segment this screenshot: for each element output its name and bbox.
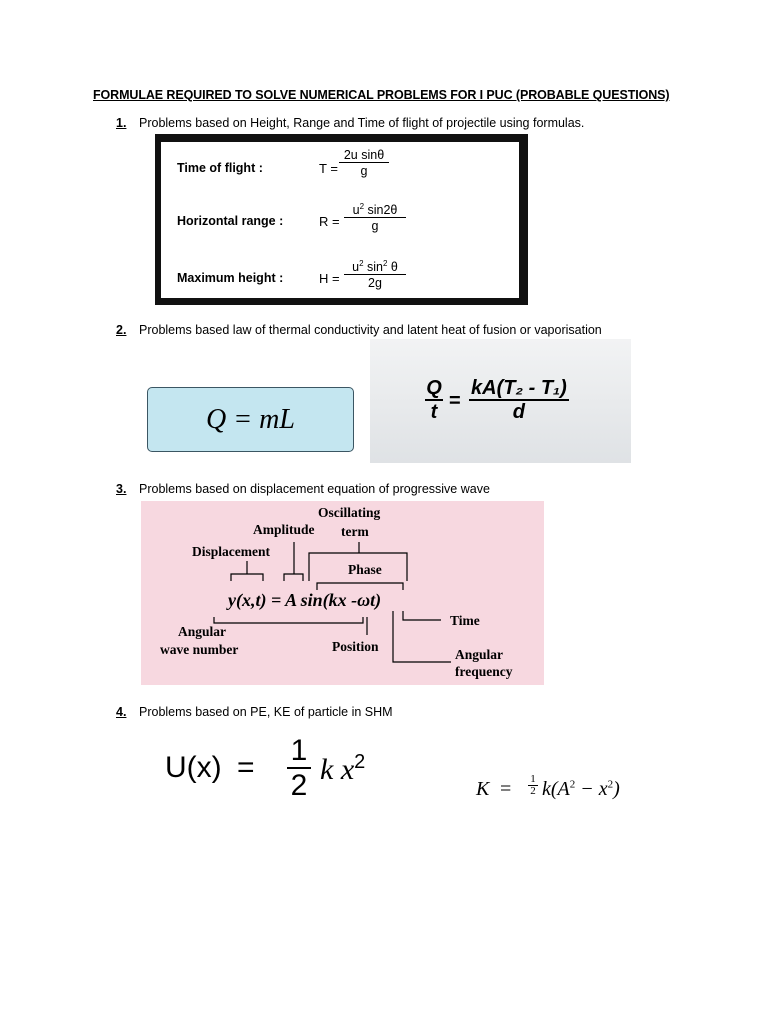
maximum-height-denominator: 2g <box>344 274 406 290</box>
conductivity-equals: = <box>449 390 461 412</box>
phase-label: Phase <box>348 562 382 577</box>
document-title: FORMULAE REQUIRED TO SOLVE NUMERICAL PROBLEMS FOR I PUC (PROBABLE QUESTIONS) <box>93 88 670 102</box>
ke-lhs: K <box>476 778 490 800</box>
horizontal-range-lhs: R = <box>319 214 340 229</box>
item-text-2: Problems based law of thermal conductivity and latent heat of fusion or vaporisation <box>139 323 602 337</box>
height-u: u <box>352 260 360 275</box>
pe-denominator: 2 <box>290 769 308 802</box>
height-sin: sin <box>363 260 383 275</box>
amplitude-label: Amplitude <box>253 522 315 537</box>
pe-exponent: 2 <box>354 751 366 773</box>
horizontal-range-denominator: g <box>344 217 406 233</box>
ke-equals: = <box>500 778 512 800</box>
item-text-3: Problems based on displacement equation of progressive wave <box>139 482 490 496</box>
frequency-connector <box>393 611 451 662</box>
maximum-height-lhs: H = <box>319 271 340 286</box>
q-numerator: Q <box>426 377 442 399</box>
pe-equals: = <box>237 751 255 784</box>
ke-ka: k(A <box>542 778 570 800</box>
displacement-label: Displacement <box>192 544 270 559</box>
angular-label: Angular <box>178 624 227 639</box>
time-of-flight-numerator: 2u sinθ <box>343 148 385 162</box>
ke-rhs <box>542 778 620 801</box>
phase-bracket <box>317 583 403 590</box>
amplitude-bracket <box>284 574 303 581</box>
height-sin-sup: 2 <box>382 259 388 268</box>
item-number-3: 3. <box>116 482 127 496</box>
ke-half-fraction <box>528 774 538 797</box>
maximum-height-fraction <box>344 259 406 290</box>
term-label: term <box>341 524 369 539</box>
time-of-flight-denominator: g <box>339 162 389 178</box>
time-label: Time <box>450 613 480 628</box>
time-of-flight-label: Time of flight : <box>177 161 263 175</box>
time-of-flight-fraction <box>339 148 389 178</box>
time-connector <box>403 611 441 620</box>
horizontal-range-fraction <box>344 202 406 233</box>
d-denominator: d <box>512 401 525 423</box>
height-u-sup: 2 <box>359 259 364 268</box>
pe-lhs: U(x) <box>165 751 222 784</box>
wave-number-label: wave number <box>160 642 239 657</box>
displacement-bracket <box>231 574 263 581</box>
height-theta: θ <box>387 260 398 275</box>
oscillating-label: Oscillating <box>318 505 381 520</box>
ke-denominator: 2 <box>530 785 536 797</box>
item-number-2: 2. <box>116 323 127 337</box>
pe-numerator: 1 <box>287 735 311 769</box>
maximum-height-numerator <box>344 259 406 274</box>
pe-rhs <box>320 751 365 787</box>
ke-a-exponent: 2 <box>569 778 576 791</box>
horizontal-range-label: Horizontal range : <box>177 214 284 228</box>
ke-minus-x: − x <box>575 778 608 800</box>
time-of-flight-lhs: T = <box>319 161 338 176</box>
maximum-height-label: Maximum height : <box>177 271 284 285</box>
pe-kx: k x <box>320 753 355 786</box>
potential-energy-formula <box>165 735 395 815</box>
kinetic-energy-formula <box>476 774 666 814</box>
q-over-t <box>425 377 443 423</box>
angular-frequency-label-2: frequency <box>455 664 513 679</box>
range-sin: sin2θ <box>364 203 398 218</box>
item-number-4: 4. <box>116 705 127 719</box>
wave-number-bracket <box>214 617 363 623</box>
t-denominator: t <box>430 401 438 423</box>
horizontal-range-numerator <box>344 202 406 217</box>
latent-heat-formula: Q = mL <box>147 387 354 452</box>
item-text-1: Problems based on Height, Range and Time of flight of projectile using formulas. <box>139 116 585 130</box>
position-label: Position <box>332 639 379 654</box>
ka-over-d <box>469 377 569 423</box>
wave-equation-diagram <box>141 501 544 685</box>
progressive-wave-equation: y(x,t) = A sin(kx -ωt) <box>228 590 382 610</box>
ke-x-exponent: 2 <box>607 778 614 791</box>
angular-frequency-label-1: Angular <box>455 647 504 662</box>
range-u: u <box>352 203 360 218</box>
item-number-1: 1. <box>116 116 127 130</box>
thermal-conductivity-formula <box>370 339 631 463</box>
pe-half-fraction <box>287 735 311 803</box>
item-text-4: Problems based on PE, KE of particle in SHM <box>139 705 393 719</box>
projectile-formula-box <box>155 134 528 305</box>
ke-close-paren: ) <box>613 778 620 800</box>
ke-numerator: 1 <box>528 774 538 786</box>
ka-numerator: kA(T₂ - T₁) <box>471 377 567 399</box>
range-u-sup: 2 <box>359 202 365 211</box>
